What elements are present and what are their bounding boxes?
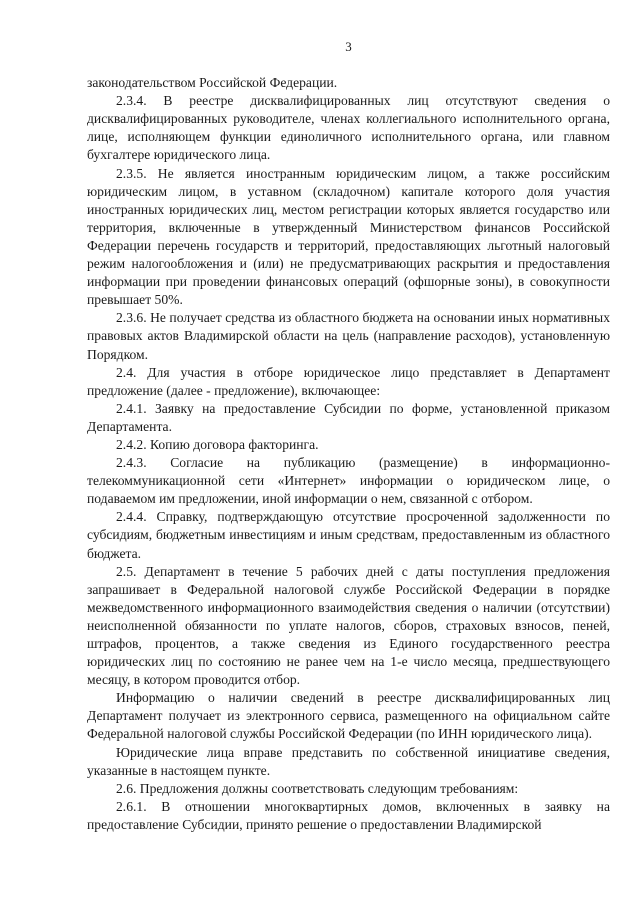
paragraph: законодательством Российской Федерации. <box>87 75 338 91</box>
paragraph: 2.4.3. Согласие на публикацию (размещение) в информационно-телекоммуникационной сети «Интернет» информации о юридическом лице, о подаваемом им предложении, иной информации о нем, связанной с отбором. <box>87 455 610 507</box>
paragraph: 2.3.5. Не является иностранным юридическим лицом, а также российским юридическим лицом, в уставном (складочном) капитале которого доля участия иностранных юридических лиц, местом регистрации которых является государство или территория, включенные в утвержденный Министерством финансов Российской Федерации перечень государств и территорий, предоставляющих льготный налоговый режим налогообложения и (или) не предусматривающих раскрытия и предоставления информации при проведении финансовых операций (офшорные зоны), в совокупности превышает 50%. <box>87 165 610 308</box>
page-number: 3 <box>345 39 352 54</box>
paragraph: 2.4.2. Копию договора факторинга. <box>116 436 319 452</box>
paragraph: 2.4.1. Заявку на предоставление Субсидии по форме, установленной приказом Департамента. <box>87 400 610 434</box>
paragraph: Юридические лица вправе представить по собственной инициативе сведения, указанные в настоящем пункте. <box>87 744 610 778</box>
paragraph: 2.5. Департамент в течение 5 рабочих дней с даты поступления предложения запрашивает в Федеральной налоговой службе Российской Федерации в порядке межведомственного информационного взаимодействия сведения о наличии (отсутствии) неисполненной обязанности по уплате налогов, сборов, страховых взносов, пеней, штрафов, процентов, а также сведения из Единого государственного реестра юридических лиц по состоянию не ранее чем на 1-е число месяца, предшествующего месяцу, в котором проводится отбор. <box>87 563 610 688</box>
document-body <box>87 74 610 834</box>
paragraph: 2.4.4. Справку, подтверждающую отсутствие просроченной задолженности по субсидиям, бюджетным инвестициям и иным средствам, предоставленным из областного бюджета. <box>87 509 610 561</box>
paragraph: 2.4. Для участия в отборе юридическое лицо представляет в Департамент предложение (далее - предложение), включающее: <box>87 364 610 398</box>
paragraph: 2.3.6. Не получает средства из областного бюджета на основании иных нормативных правовых актов Владимирской области на цель (направление расходов), установленную Порядком. <box>87 310 610 362</box>
paragraph: 2.3.4. В реестре дисквалифицированных лиц отсутствуют сведения о дисквалифицированных руководителе, членах коллегиального исполнительного органа, лице, исполняющем функции единоличного исполнительного органа, или главном бухгалтере юридического лица. <box>87 93 610 163</box>
paragraph: Информацию о наличии сведений в реестре дисквалифицированных лиц Департамент получает из электронного сервиса, размещенного на официальном сайте Федеральной налоговой службы Российской Федерации (по ИНН юридического лица). <box>87 690 610 742</box>
paragraph: 2.6.1. В отношении многоквартирных домов, включенных в заявку на предоставление Субсидии, принято решение о предоставлении Владимирской <box>87 798 610 832</box>
paragraph: 2.6. Предложения должны соответствовать следующим требованиям: <box>116 780 519 796</box>
